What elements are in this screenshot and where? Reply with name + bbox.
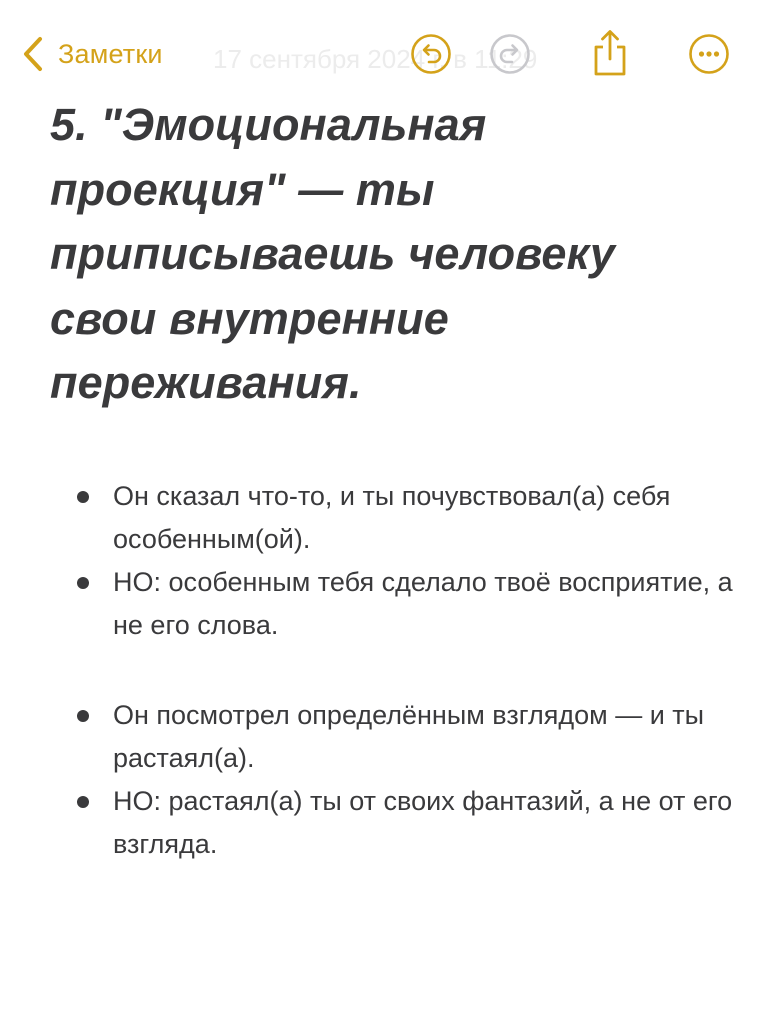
bullet-list-1 [0,475,767,647]
list-item: Он сказал что-то, и ты почувствовал(а) себя особенным(ой). [0,475,767,561]
bullet-list-2 [0,694,767,866]
list-item: Он посмотрел определённым взглядом — и ты растаял(а). [0,694,767,780]
list-item: НО: особенным тебя сделало твоё восприятие, а не его слова. [0,561,767,647]
back-button-label: Заметки [58,38,163,69]
list-item: НО: растаял(а) ты от своих фантазий, а не от его взгляда. [0,780,767,866]
note-heading: 5. "Эмоциональная проекция" — ты приписываешь человеку свои внутренние переживания. [50,99,616,408]
note-date: 17 сентября 2024 г. в 11:29 [213,44,538,74]
